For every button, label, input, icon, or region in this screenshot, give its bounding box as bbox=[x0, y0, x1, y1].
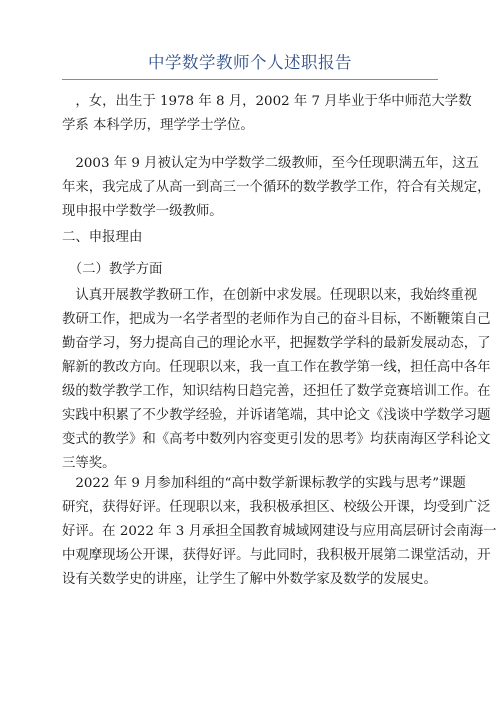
text-line: 三等奖。 bbox=[62, 456, 116, 471]
document-title: 中学数学教师个人述职报告 bbox=[148, 53, 352, 72]
subsection-heading bbox=[62, 258, 442, 282]
text-line: 教研工作，把成为一名学者型的老师作为自己的奋斗目标，不断鞭策自己 bbox=[62, 312, 491, 327]
text-line: 好评。在 2022 年 3 月承担全国教育城域网建设与应用高层研讨会南海一 bbox=[62, 524, 497, 539]
text-line: 中观摩现场公开课，获得好评。与此同时，我积极开展第二课堂活动，开 bbox=[62, 548, 491, 563]
paragraph-teaching bbox=[62, 284, 491, 476]
text-line: 研究，获得好评。任现职以来，我积极承担区、校级公开课，均受到广泛 bbox=[62, 500, 491, 515]
text-line: 现申报中学数学一级教师。 bbox=[62, 204, 223, 219]
text-line: （二）教学方面 bbox=[62, 262, 163, 277]
paragraph-intro bbox=[62, 90, 472, 138]
text-line: 年来，我完成了从高一到高三一个循环的数学教学工作，符合有关规定， bbox=[62, 180, 491, 195]
text-line: 认真开展教学教研工作，在创新中求发展。任现职以来，我始终重视 bbox=[62, 288, 478, 303]
text-line: ，女，出生于 1978 年 8 月，2002 年 7 月毕业于华中师范大学数 bbox=[62, 94, 472, 109]
title-underline bbox=[62, 79, 438, 80]
text-line: 实践中积累了不少教学经验，并诉诸笔端，其中论文《浅谈中学数学习题 bbox=[62, 408, 491, 423]
paragraph-research bbox=[62, 472, 497, 592]
text-line: 2022 年 9 月参加科组的“高中数学新课标教学的实践与思考”课题 bbox=[62, 476, 466, 491]
text-line: 2003 年 9 月被认定为中学数学二级教师，至今任现职满五年，这五 bbox=[62, 156, 479, 171]
text-line: 变式的教学》和《高考中数列内容变更引发的思考》均获南海区学科论文 bbox=[62, 432, 491, 447]
text-line: 学系 本科学历，理学学士学位。 bbox=[62, 118, 254, 133]
text-line: 设有关数学史的讲座，让学生了解中外数学家及数学的发展史。 bbox=[62, 572, 437, 587]
text-line: 二、申报理由 bbox=[62, 230, 143, 245]
paragraph-summary bbox=[62, 152, 491, 224]
text-line: 勤奋学习，努力提高自己的理论水平，把握数学学科的最新发展动态，了 bbox=[62, 336, 491, 351]
text-line: 级的数学教学工作，知识结构日趋完善，还担任了数学竞赛培训工作。在 bbox=[62, 384, 491, 399]
text-line: 解新的教改方向。任现职以来，我一直工作在教学第一线，担任高中各年 bbox=[62, 360, 491, 375]
section-heading bbox=[62, 226, 442, 250]
